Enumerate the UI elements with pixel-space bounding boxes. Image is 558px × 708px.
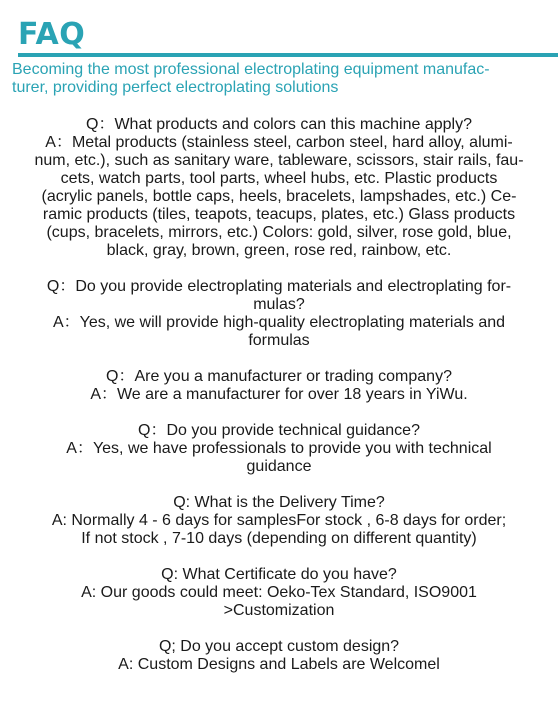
tagline xyxy=(12,61,542,97)
faq-answer-line: black, gray, brown, green, rose red, rainbow, etc. xyxy=(106,242,452,259)
faq-item-certificate xyxy=(8,566,550,620)
faq-item-custom-design xyxy=(8,638,550,674)
spacer xyxy=(8,350,550,368)
tagline-line-1: Becoming the most professional electroplating equipment manufac- xyxy=(12,61,490,78)
faq-item-manufacturer xyxy=(8,368,550,404)
faq-header xyxy=(18,18,558,52)
faq-question: Q：What products and colors can this machine apply? xyxy=(86,116,472,133)
faq-answer-line: A: Custom Designs and Labels are Welcomel xyxy=(118,656,440,673)
faq-question: Q：Do you provide electroplating materials and electroplating for- xyxy=(46,278,512,295)
faq-question: Q; Do you accept custom design? xyxy=(158,638,400,655)
tagline-line-2: turer, providing perfect electroplating solutions xyxy=(12,79,339,96)
page-title: FAQ xyxy=(18,17,86,52)
faq-item-materials xyxy=(8,278,550,350)
faq-answer-line: ramic products (tiles, teapots, teacups, plates, etc.) Glass products xyxy=(42,206,516,223)
faq-answer-line: A：Metal products (stainless steel, carbon steel, hard alloy, alumi- xyxy=(45,134,513,151)
faq-answer-line: A：We are a manufacturer for over 18 years in YiWu. xyxy=(90,386,468,403)
faq-answer-line: formulas xyxy=(248,332,310,349)
faq-question: mulas? xyxy=(253,296,305,313)
faq-question: Q：Are you a manufacturer or trading company? xyxy=(106,368,452,385)
faq-answer-line: >Customization xyxy=(223,602,335,619)
faq-answer-line: A：Yes, we have professionals to provide you with technical xyxy=(66,440,492,457)
spacer xyxy=(8,260,550,278)
faq-answer-line: num, etc.), such as sanitary ware, tableware, scissors, stair rails, fau- xyxy=(34,152,524,169)
spacer xyxy=(8,620,550,638)
faq-answer-line: cets, watch parts, tool parts, wheel hubs, etc. Plastic products xyxy=(60,170,498,187)
faq-answer-line: guidance xyxy=(246,458,312,475)
faq-answer-line: (cups, bracelets, mirrors, etc.) Colors: gold, silver, rose gold, blue, xyxy=(46,224,512,241)
spacer xyxy=(8,404,550,422)
faq-list xyxy=(8,116,550,674)
faq-question: Q: What is the Delivery Time? xyxy=(173,494,385,511)
faq-answer-line: If not stock , 7-10 days (depending on different quantity) xyxy=(81,530,477,547)
faq-question: Q：Do you provide technical guidance? xyxy=(138,422,420,439)
title-underline xyxy=(18,53,558,57)
spacer xyxy=(8,476,550,494)
faq-item-guidance xyxy=(8,422,550,476)
faq-answer-line: (acrylic panels, bottle caps, heels, bracelets, lampshades, etc.) Ce- xyxy=(41,188,517,205)
faq-answer-line: A：Yes, we will provide high-quality electroplating materials and xyxy=(52,314,506,331)
faq-answer-line: A: Normally 4 - 6 days for samplesFor stock , 6-8 days for order; xyxy=(51,512,507,529)
faq-question: Q: What Certificate do you have? xyxy=(161,566,397,583)
faq-answer-line: A: Our goods could meet: Oeko-Tex Standard, ISO9001 xyxy=(81,584,477,601)
faq-item-delivery xyxy=(8,494,550,548)
spacer xyxy=(8,548,550,566)
faq-item-products xyxy=(8,116,550,260)
